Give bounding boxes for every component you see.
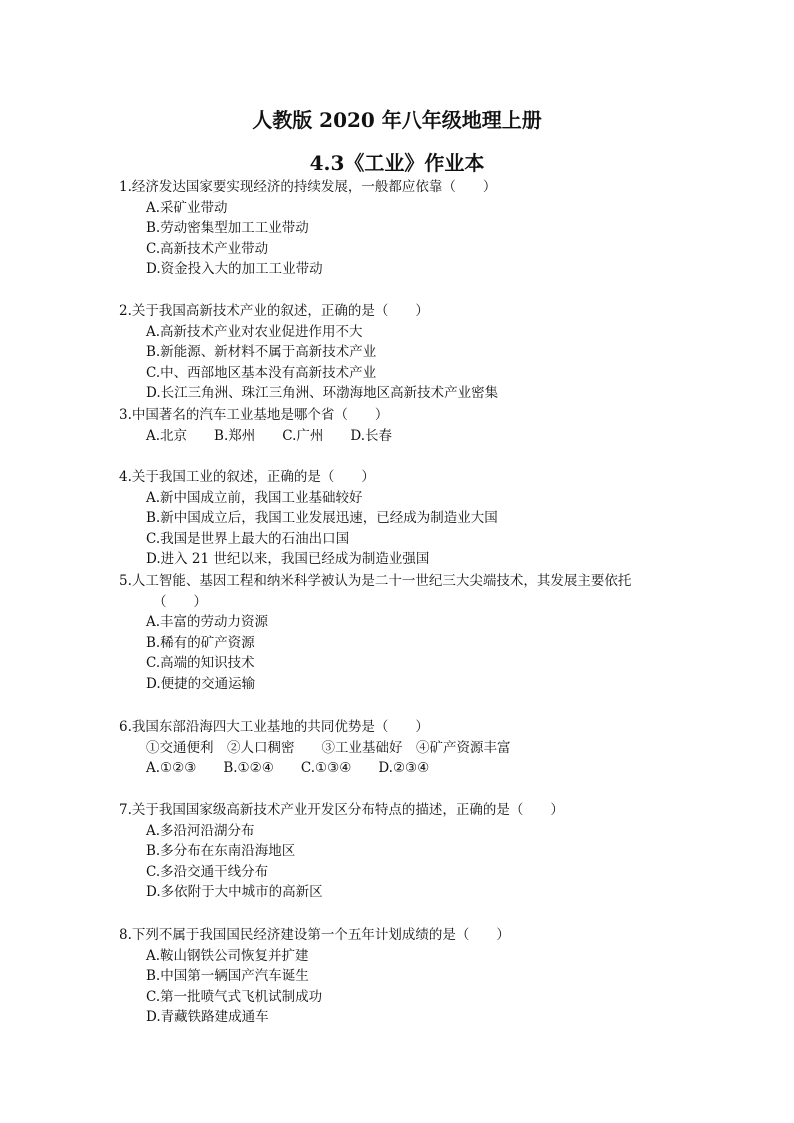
option-c: C.多沿交通干线分布 [146, 863, 269, 880]
question-stem: 3.中国著名的汽车工业基地是哪个省（ ） [119, 407, 389, 423]
option-d: D.长江三角洲、珠江三角洲、环渤海地区高新技术产业密集 [146, 385, 499, 402]
question-1 [119, 177, 496, 280]
option-d: D.便捷的交通运输 [146, 675, 256, 692]
option-a: A.采矿业带动 [146, 199, 228, 216]
question-stem: 4.关于我国工业的叙述，正确的是（ ） [119, 469, 375, 485]
statement-list: ①交通便利 ②人口稠密 ③工业基础好 ④矿产资源丰富 [146, 739, 511, 756]
option-b: B.中国第一辆国产汽车诞生 [146, 968, 309, 985]
option-a: A.丰富的劳动力资源 [146, 614, 269, 631]
option-c: C.中、西部地区基本没有高新技术产业 [146, 364, 377, 381]
option-a: A.多沿河沿湖分布 [146, 822, 255, 839]
option-a: A.新中国成立前，我国工业基础较好 [146, 489, 363, 506]
option-d: D.青藏铁路建成通车 [146, 1009, 269, 1026]
option-c: C.我国是世界上最大的石油出口国 [146, 530, 350, 547]
option-b: B.劳动密集型加工工业带动 [146, 220, 309, 237]
question-3 [119, 405, 392, 446]
option-b: B.新能源、新材料不属于高新技术产业 [146, 344, 377, 361]
question-stem: 8.下列不属于我国国民经济建设第一个五年计划成绩的是（ ） [119, 927, 510, 943]
question-2 [119, 301, 498, 404]
document-title: 人教版 2020 年八年级地理上册 [252, 108, 542, 132]
question-7 [119, 800, 564, 903]
question-stem: 1.经济发达国家要实现经济的持续发展，一般都应依靠（ ） [119, 179, 497, 195]
question-stem: 7.关于我国国家级高新技术产业开发区分布特点的描述，正确的是（ ） [119, 802, 564, 818]
question-5 [119, 571, 631, 695]
options-inline: A.①②③ B.①②④ C.①③④ D.②③④ [146, 760, 430, 777]
option-d: D.进入 21 世纪以来，我国已经成为制造业强国 [146, 551, 430, 568]
options-inline: A.北京 B.郑州 C.广州 D.长春 [146, 427, 393, 444]
question-stem-continued: （ ） [153, 593, 207, 610]
question-stem: 5.人工智能、基因工程和纳米科学被认为是二十一世纪三大尖端技术，其发展主要依托 [119, 573, 632, 589]
option-b: B.新中国成立后，我国工业发展迅速，已经成为制造业大国 [146, 510, 498, 527]
option-a: A.鞍山钢铁公司恢复并扩建 [146, 947, 309, 964]
question-4 [119, 467, 498, 570]
option-c: C.高新技术产业带动 [146, 240, 269, 257]
option-d: D.多依附于大中城市的高新区 [146, 884, 323, 901]
question-6 [119, 717, 511, 779]
document-subtitle: 4.3《工业》作业本 [309, 151, 485, 175]
option-d: D.资金投入大的加工工业带动 [146, 261, 323, 278]
option-c: C.高端的知识技术 [146, 655, 255, 672]
option-a: A.高新技术产业对农业促进作用不大 [146, 323, 363, 340]
option-b: B.多分布在东南沿海地区 [146, 843, 296, 860]
question-stem: 6.我国东部沿海四大工业基地的共同优势是（ ） [119, 719, 429, 735]
option-c: C.第一批喷气式飞机试制成功 [146, 988, 323, 1005]
question-8 [119, 925, 510, 1028]
question-stem: 2.关于我国高新技术产业的叙述，正确的是（ ） [119, 303, 429, 319]
option-b: B.稀有的矿产资源 [146, 634, 255, 651]
